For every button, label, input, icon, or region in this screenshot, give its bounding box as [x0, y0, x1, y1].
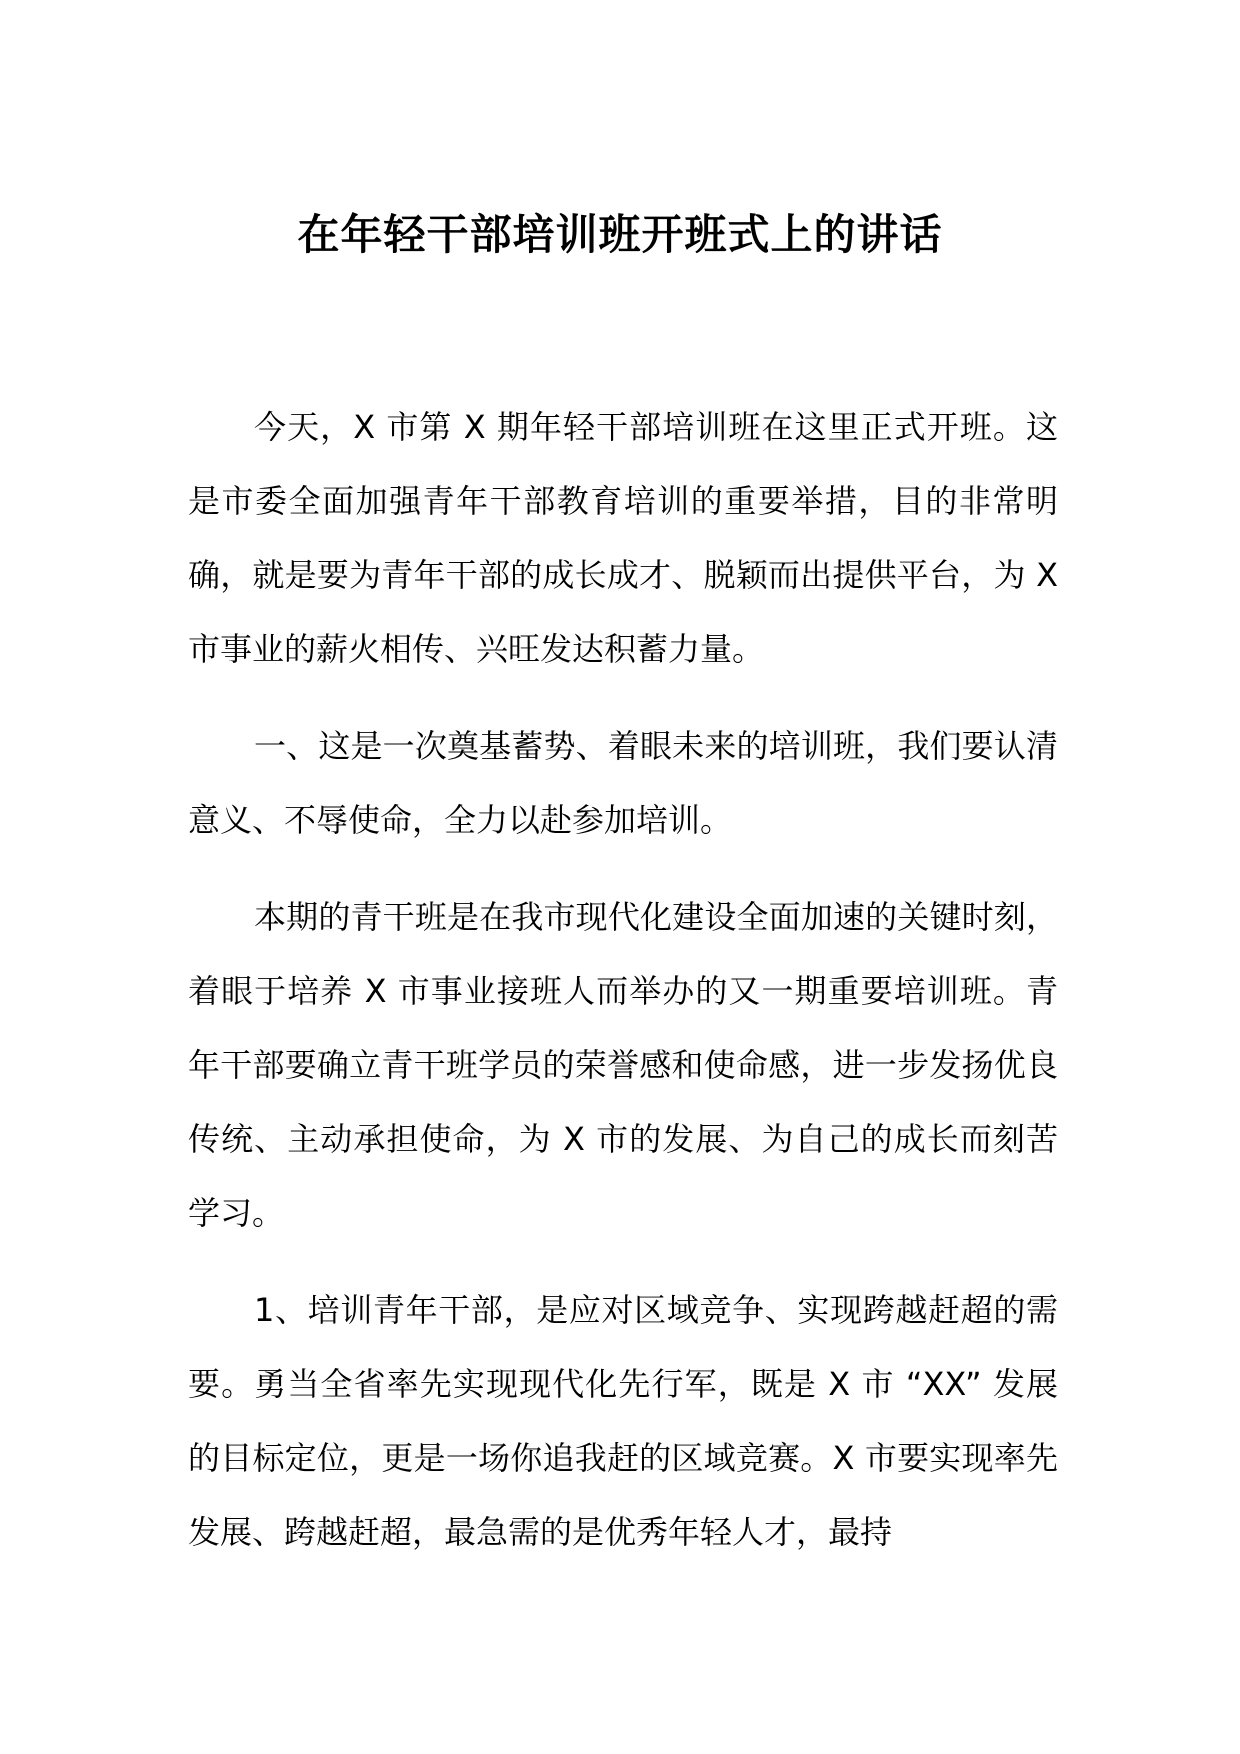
document-title: 在年轻干部培训班开班式上的讲话	[297, 210, 943, 259]
document-body	[188, 390, 1058, 1592]
paragraph-intro: 今天，X 市第 X 期年轻干部培训班在这里正式开班。这是市委全面加强青年干部教育培训的重要举措，目的非常明确，就是要为青年干部的成长成才、脱颖而出提供平台，为 X 市事业的薪火相传、兴旺发达积蓄力量。	[188, 408, 1058, 668]
paragraph-section-one-heading: 一、这是一次奠基蓄势、着眼未来的培训班，我们要认清意义、不辱使命，全力以赴参加培训。	[188, 727, 1058, 839]
paragraph-section-one-body: 本期的青干班是在我市现代化建设全面加速的关键时刻，着眼于培养 X 市事业接班人而举办的又一期重要培训班。青年干部要确立青干班学员的荣誉感和使命感，进一步发扬优良传统、主动承担使命，为 X 市的发展、为自己的成长而刻苦学习。	[188, 898, 1058, 1232]
paragraph-point-one: 1、培训青年干部，是应对区域竞争、实现跨越赶超的需要。勇当全省率先实现现代化先行军，既是 X 市 “XX” 发展的目标定位，更是一场你追我赶的区域竞赛。X 市要实现率先发展、跨越赶超，最急需的是优秀年轻人才，最持	[188, 1291, 1058, 1551]
